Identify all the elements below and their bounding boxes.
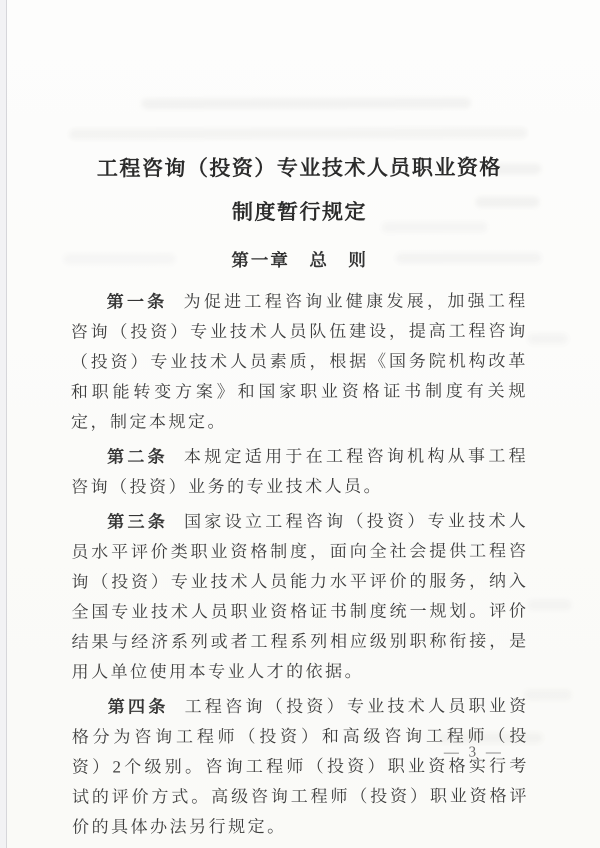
article-1 [71, 286, 528, 437]
article-2 [71, 441, 528, 502]
article-1-text: 为促进工程咨询业健康发展，加强工程咨询（投资）专业技术人员队伍建设，提高工程咨询（投资）专业技术人员素质，根据《国务院机构改革和职能转变方案》和国家职业资格证书制度有关规定，制定本规定。 [70, 291, 528, 432]
article-1-label: 第一条 [106, 292, 168, 312]
document-body [71, 286, 529, 847]
article-3-text: 国家设立工程咨询（投资）专业技术人员水平评价类职业资格制度，面向全社会提供工程咨询（投资）专业技术人员能力水平评价的服务，纳入全国专业技术人员职业资格证书制度统一规划。评价结果与经济系列或者工程系列相应级别职称衔接，是用人单位使用本专业人才的依据。 [71, 511, 529, 682]
article-2-text: 本规定适用于在工程咨询机构从事工程咨询（投资）业务的专业技术人员。 [71, 446, 529, 497]
document-title-line1: 工程咨询（投资）专业技术人员职业资格 [96, 155, 502, 181]
article-3 [71, 506, 528, 687]
bleedthrough-artifact [524, 689, 572, 700]
chapter-heading: 第一章 总 则 [231, 249, 368, 271]
bleedthrough-artifact [69, 127, 527, 139]
page-number: — 3 — [443, 744, 504, 761]
bleedthrough-artifact [141, 98, 471, 110]
bleedthrough-artifact [528, 333, 568, 344]
article-4-text: 工程咨询（投资）专业技术人员职业资格分为咨询工程师（投资）和高级咨询工程师（投资）2个级别。咨询工程师（投资）职业资格实行考试的评价方式。高级咨询工程师（投资）职业资格评价的具体办法另行规定。 [71, 696, 529, 837]
article-3-label: 第三条 [107, 512, 169, 532]
article-2-label: 第二条 [107, 447, 168, 467]
document-title-line2: 制度暂行规定 [231, 199, 367, 225]
bleedthrough-artifact [527, 599, 571, 610]
document-title [0, 145, 600, 235]
article-4-label: 第四条 [107, 697, 169, 717]
article-4 [72, 691, 529, 842]
